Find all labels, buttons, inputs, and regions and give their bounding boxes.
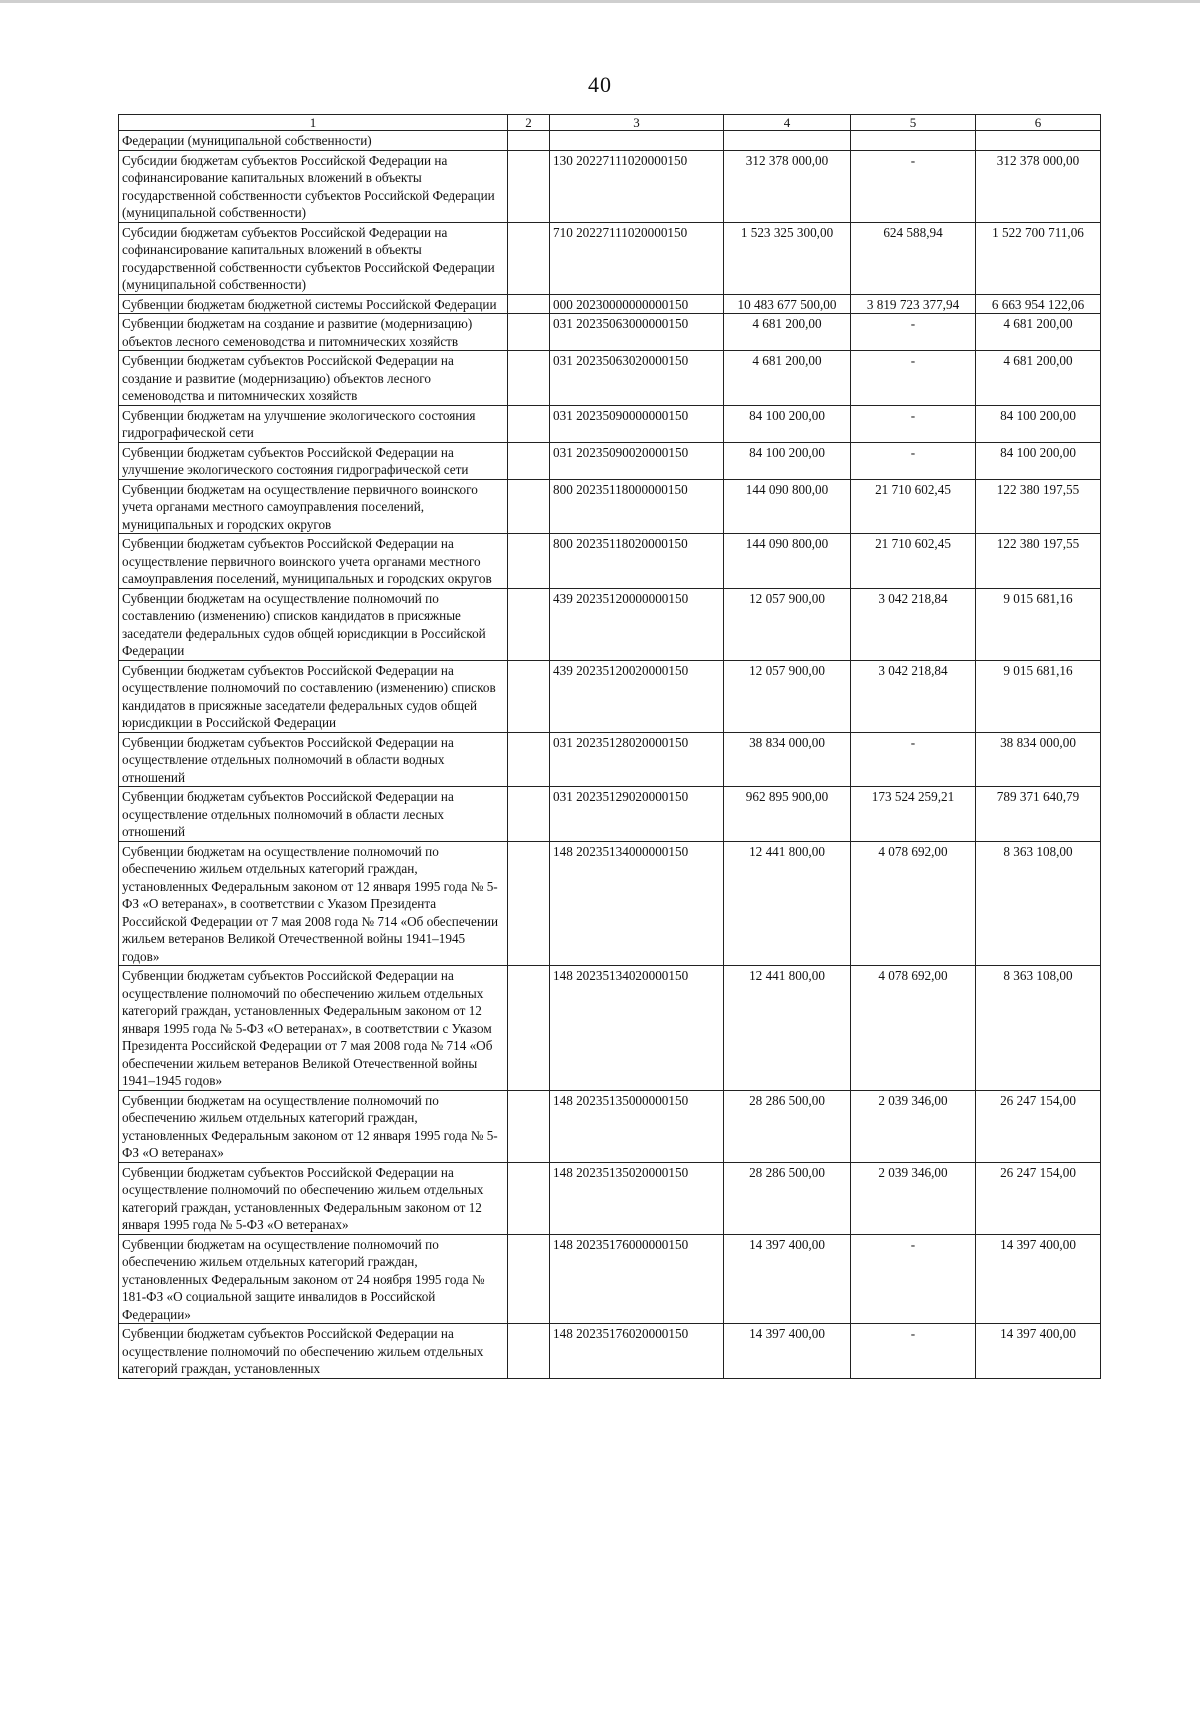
table-row: [119, 588, 1101, 660]
row-col2-cell: [508, 588, 550, 660]
row-name-cell: Субсидии бюджетам субъектов Российской Федерации на софинансирование капитальных вложений в объекты государственной собственности субъектов Российской Федерации (муниципальной собственности): [119, 222, 508, 294]
row-rest-cell: 4 681 200,00: [976, 314, 1101, 351]
table-row: [119, 841, 1101, 966]
row-exec-cell: 4 078 692,00: [851, 841, 976, 966]
header-cell: 6: [976, 115, 1101, 131]
row-plan-cell: 10 483 677 500,00: [724, 294, 851, 314]
row-col2-cell: [508, 442, 550, 479]
row-exec-cell: -: [851, 1324, 976, 1379]
row-plan-cell: 84 100 200,00: [724, 442, 851, 479]
row-code-cell: 148 20235135000000150: [550, 1090, 724, 1162]
row-rest-cell: 4 681 200,00: [976, 351, 1101, 406]
row-code-cell: 439 20235120000000150: [550, 588, 724, 660]
row-exec-cell: 3 042 218,84: [851, 660, 976, 732]
row-code-cell: [550, 131, 724, 151]
table-row: [119, 1234, 1101, 1324]
header-row: [119, 115, 1101, 131]
row-plan-cell: 12 057 900,00: [724, 660, 851, 732]
row-code-cell: 031 20235063020000150: [550, 351, 724, 406]
row-name-cell: Субвенции бюджетам на осуществление полномочий по обеспечению жильем отдельных категорий граждан, установленных Федеральным законом от 24 ноября 1995 года № 181-ФЗ «О социальной защите инвалидов в Российской Федерации»: [119, 1234, 508, 1324]
table-row: [119, 1324, 1101, 1379]
row-rest-cell: 312 378 000,00: [976, 150, 1101, 222]
row-code-cell: 800 20235118000000150: [550, 479, 724, 534]
row-exec-cell: 4 078 692,00: [851, 966, 976, 1091]
table-row: [119, 534, 1101, 589]
budget-table: [118, 114, 1101, 1379]
table-row: [119, 314, 1101, 351]
row-exec-cell: -: [851, 150, 976, 222]
row-rest-cell: 84 100 200,00: [976, 405, 1101, 442]
row-col2-cell: [508, 405, 550, 442]
row-plan-cell: 144 090 800,00: [724, 479, 851, 534]
row-code-cell: 031 20235090000000150: [550, 405, 724, 442]
row-rest-cell: [976, 131, 1101, 151]
row-rest-cell: 26 247 154,00: [976, 1162, 1101, 1234]
row-rest-cell: 14 397 400,00: [976, 1324, 1101, 1379]
scan-edge: [0, 0, 1200, 3]
row-code-cell: 000 20230000000000150: [550, 294, 724, 314]
table-row: [119, 966, 1101, 1091]
row-col2-cell: [508, 150, 550, 222]
header-cell: 1: [119, 115, 508, 131]
row-code-cell: 031 20235129020000150: [550, 787, 724, 842]
row-code-cell: 148 20235135020000150: [550, 1162, 724, 1234]
row-exec-cell: -: [851, 1234, 976, 1324]
row-col2-cell: [508, 732, 550, 787]
row-name-cell: Субсидии бюджетам субъектов Российской Федерации на софинансирование капитальных вложений в объекты государственной собственности субъектов Российской Федерации (муниципальной собственности): [119, 150, 508, 222]
row-exec-cell: 624 588,94: [851, 222, 976, 294]
table-row: [119, 150, 1101, 222]
row-col2-cell: [508, 534, 550, 589]
table-row: [119, 787, 1101, 842]
page-number: 40: [588, 72, 612, 97]
row-col2-cell: [508, 966, 550, 1091]
row-name-cell: Субвенции бюджетам субъектов Российской Федерации на улучшение экологического состояния гидрографической сети: [119, 442, 508, 479]
row-rest-cell: 9 015 681,16: [976, 660, 1101, 732]
row-rest-cell: 8 363 108,00: [976, 966, 1101, 1091]
row-code-cell: 148 20235176020000150: [550, 1324, 724, 1379]
row-name-cell: Субвенции бюджетам субъектов Российской Федерации на осуществление отдельных полномочий в области водных отношений: [119, 732, 508, 787]
row-rest-cell: 122 380 197,55: [976, 479, 1101, 534]
row-col2-cell: [508, 1162, 550, 1234]
row-col2-cell: [508, 479, 550, 534]
row-rest-cell: 26 247 154,00: [976, 1090, 1101, 1162]
row-plan-cell: 28 286 500,00: [724, 1162, 851, 1234]
table-row: [119, 1162, 1101, 1234]
row-col2-cell: [508, 351, 550, 406]
row-rest-cell: 1 522 700 711,06: [976, 222, 1101, 294]
row-rest-cell: 6 663 954 122,06: [976, 294, 1101, 314]
row-exec-cell: -: [851, 442, 976, 479]
row-exec-cell: -: [851, 351, 976, 406]
header-cell: 2: [508, 115, 550, 131]
row-exec-cell: [851, 131, 976, 151]
table-row: [119, 131, 1101, 151]
row-plan-cell: 312 378 000,00: [724, 150, 851, 222]
row-plan-cell: 4 681 200,00: [724, 314, 851, 351]
row-code-cell: 148 20235134000000150: [550, 841, 724, 966]
row-name-cell: Субвенции бюджетам субъектов Российской Федерации на осуществление полномочий по составлению (изменению) списков кандидатов в присяжные заседатели федеральных судов общей юрисдикции в Российской Федерации: [119, 660, 508, 732]
row-code-cell: 031 20235090020000150: [550, 442, 724, 479]
row-code-cell: 130 20227111020000150: [550, 150, 724, 222]
row-name-cell: Субвенции бюджетам субъектов Российской Федерации на осуществление первичного воинского учета органами местного самоуправления поселений, муниципальных и городских округов: [119, 534, 508, 589]
row-rest-cell: 84 100 200,00: [976, 442, 1101, 479]
row-exec-cell: 3 819 723 377,94: [851, 294, 976, 314]
row-plan-cell: 84 100 200,00: [724, 405, 851, 442]
row-plan-cell: 28 286 500,00: [724, 1090, 851, 1162]
table-row: [119, 1090, 1101, 1162]
table-row: [119, 479, 1101, 534]
row-col2-cell: [508, 131, 550, 151]
table-row: [119, 660, 1101, 732]
row-plan-cell: 14 397 400,00: [724, 1234, 851, 1324]
row-col2-cell: [508, 222, 550, 294]
row-name-cell: Субвенции бюджетам на осуществление первичного воинского учета органами местного самоуправления поселений, муниципальных и городских округов: [119, 479, 508, 534]
row-col2-cell: [508, 1234, 550, 1324]
row-code-cell: 800 20235118020000150: [550, 534, 724, 589]
row-code-cell: 148 20235134020000150: [550, 966, 724, 1091]
row-rest-cell: 789 371 640,79: [976, 787, 1101, 842]
row-exec-cell: 173 524 259,21: [851, 787, 976, 842]
row-name-cell: Субвенции бюджетам на осуществление полномочий по обеспечению жильем отдельных категорий граждан, установленных Федеральным законом от 12 января 1995 года № 5-ФЗ «О ветеранах», в соответствии с Указом Президента Российской Федерации от 7 мая 2008 года № 714 «Об обеспечении жильем ветеранов Великой Отечественной войны 1941–1945 годов»: [119, 841, 508, 966]
row-code-cell: 439 20235120020000150: [550, 660, 724, 732]
row-col2-cell: [508, 294, 550, 314]
row-name-cell: Субвенции бюджетам на осуществление полномочий по составлению (изменению) списков кандидатов в присяжные заседатели федеральных судов общей юрисдикции в Российской Федерации: [119, 588, 508, 660]
row-exec-cell: -: [851, 314, 976, 351]
row-code-cell: 031 20235063000000150: [550, 314, 724, 351]
row-plan-cell: [724, 131, 851, 151]
table-row: [119, 351, 1101, 406]
row-code-cell: 710 20227111020000150: [550, 222, 724, 294]
row-exec-cell: -: [851, 732, 976, 787]
table-row: [119, 405, 1101, 442]
row-name-cell: Федерации (муниципальной собственности): [119, 131, 508, 151]
row-name-cell: Субвенции бюджетам на осуществление полномочий по обеспечению жильем отдельных категорий граждан, установленных Федеральным законом от 12 января 1995 года № 5-ФЗ «О ветеранах»: [119, 1090, 508, 1162]
row-rest-cell: 122 380 197,55: [976, 534, 1101, 589]
row-plan-cell: 1 523 325 300,00: [724, 222, 851, 294]
row-rest-cell: 38 834 000,00: [976, 732, 1101, 787]
row-exec-cell: 21 710 602,45: [851, 534, 976, 589]
row-plan-cell: 144 090 800,00: [724, 534, 851, 589]
row-name-cell: Субвенции бюджетам субъектов Российской Федерации на создание и развитие (модернизацию) объектов лесного семеноводства и питомнических хозяйств: [119, 351, 508, 406]
row-rest-cell: 14 397 400,00: [976, 1234, 1101, 1324]
table-row: [119, 294, 1101, 314]
row-plan-cell: 14 397 400,00: [724, 1324, 851, 1379]
row-plan-cell: 12 441 800,00: [724, 966, 851, 1091]
row-exec-cell: 2 039 346,00: [851, 1162, 976, 1234]
row-plan-cell: 962 895 900,00: [724, 787, 851, 842]
row-name-cell: Субвенции бюджетам субъектов Российской Федерации на осуществление отдельных полномочий в области лесных отношений: [119, 787, 508, 842]
row-col2-cell: [508, 787, 550, 842]
row-rest-cell: 8 363 108,00: [976, 841, 1101, 966]
row-col2-cell: [508, 1324, 550, 1379]
table-row: [119, 442, 1101, 479]
table-row: [119, 732, 1101, 787]
row-name-cell: Субвенции бюджетам субъектов Российской Федерации на осуществление полномочий по обеспечению жильем отдельных категорий граждан, установленных: [119, 1324, 508, 1379]
row-plan-cell: 12 441 800,00: [724, 841, 851, 966]
row-col2-cell: [508, 314, 550, 351]
header-cell: 4: [724, 115, 851, 131]
row-exec-cell: -: [851, 405, 976, 442]
header-cell: 3: [550, 115, 724, 131]
row-col2-cell: [508, 660, 550, 732]
row-name-cell: Субвенции бюджетам субъектов Российской Федерации на осуществление полномочий по обеспечению жильем отдельных категорий граждан, установленных Федеральным законом от 12 января 1995 года № 5-ФЗ «О ветеранах», в соответствии с Указом Президента Российской Федерации от 7 мая 2008 года № 714 «Об обеспечении жильем ветеранов Великой Отечественной войны 1941–1945 годов»: [119, 966, 508, 1091]
header-cell: 5: [851, 115, 976, 131]
row-code-cell: 148 20235176000000150: [550, 1234, 724, 1324]
row-code-cell: 031 20235128020000150: [550, 732, 724, 787]
row-col2-cell: [508, 1090, 550, 1162]
table-row: [119, 222, 1101, 294]
row-plan-cell: 12 057 900,00: [724, 588, 851, 660]
row-col2-cell: [508, 841, 550, 966]
row-name-cell: Субвенции бюджетам на улучшение экологического состояния гидрографической сети: [119, 405, 508, 442]
row-rest-cell: 9 015 681,16: [976, 588, 1101, 660]
row-name-cell: Субвенции бюджетам бюджетной системы Российской Федерации: [119, 294, 508, 314]
row-exec-cell: 3 042 218,84: [851, 588, 976, 660]
row-name-cell: Субвенции бюджетам на создание и развитие (модернизацию) объектов лесного семеноводства и питомнических хозяйств: [119, 314, 508, 351]
row-exec-cell: 21 710 602,45: [851, 479, 976, 534]
row-plan-cell: 38 834 000,00: [724, 732, 851, 787]
row-plan-cell: 4 681 200,00: [724, 351, 851, 406]
row-exec-cell: 2 039 346,00: [851, 1090, 976, 1162]
row-name-cell: Субвенции бюджетам субъектов Российской Федерации на осуществление полномочий по обеспечению жильем отдельных категорий граждан, установленных Федеральным законом от 12 января 1995 года № 5-ФЗ «О ветеранах»: [119, 1162, 508, 1234]
